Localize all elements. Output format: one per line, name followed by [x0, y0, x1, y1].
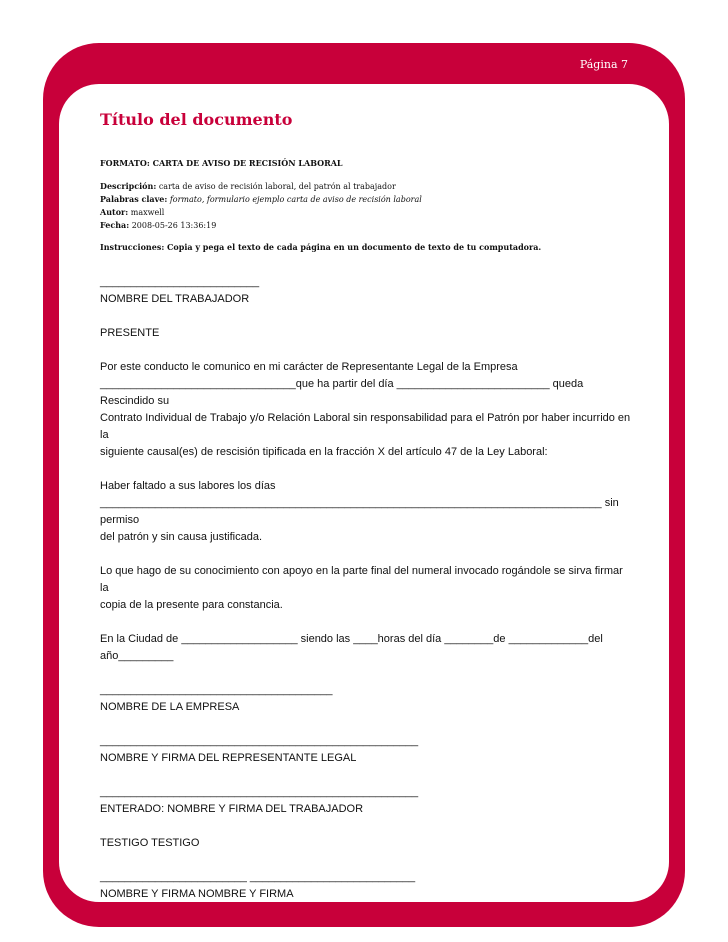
place-date-paragraph: En la Ciudad de ___________________ siendo las ____horas del día ________de _____________del año_________: [100, 633, 603, 662]
instructions: Instrucciones: Copia y pega el texto de cada página en un documento de texto de tu computadora.: [100, 242, 542, 252]
palabras-line: [100, 193, 632, 206]
descripcion-value: carta de aviso de recisión laboral, del patrón al trabajador: [158, 182, 396, 191]
letter-body: [100, 274, 632, 903]
autor-value: maxwell: [130, 208, 165, 217]
witness-heading: TESTIGO TESTIGO: [100, 837, 200, 849]
descripcion-line: [100, 180, 632, 193]
autor-label: Autor:: [100, 207, 129, 217]
fecha-label: Fecha:: [100, 220, 130, 230]
page-number: Página 7: [579, 58, 628, 71]
witness-signatures: ________________________ ___________________________ NOMBRE Y FIRMA NOMBRE Y FIRMA: [100, 871, 416, 900]
document-title: Título del documento: [100, 110, 293, 129]
absence-paragraph: Haber faltado a sus labores los días __________________________________________________________________________________ sin permiso del patrón y sin causa justificada.: [100, 480, 619, 543]
fecha-value: 2008-05-26 13:36:19: [131, 221, 217, 230]
document-content: [100, 110, 632, 920]
palabras-label: Palabras clave:: [100, 194, 168, 204]
fecha-line: [100, 219, 632, 232]
rescission-paragraph: Por este conducto le comunico en mi carácter de Representante Legal de la Empresa ________________________________que ha partir del día _________________________ queda Rescindido su Contrato Individual de Trabajo y/o Relación Laboral sin responsabilidad para el Patrón por haber incurrido en la siguiente causal(es) de rescisión tipificada en la fracción X del artículo 47 de la Ley Laboral:: [100, 361, 631, 458]
worker-name-block: __________________________ NOMBRE DEL TRABAJADOR: [100, 276, 260, 305]
legal-rep-signature: ____________________________________________________ NOMBRE Y FIRMA DEL REPRESENTANTE LEGAL: [100, 735, 419, 764]
worker-signature: ____________________________________________________ ENTERADO: NOMBRE Y FIRMA DEL TRABAJADOR: [100, 786, 419, 815]
descripcion-label: Descripción:: [100, 181, 157, 191]
document-meta: [100, 157, 632, 254]
acknowledgement-paragraph: Lo que hago de su conocimiento con apoyo en la parte final del numeral invocado rogándole se sirva firmar la copia de la presente para constancia.: [100, 565, 623, 611]
formato-heading: FORMATO: CARTA DE AVISO DE RECISIÓN LABORAL: [100, 158, 343, 168]
palabras-value: formato, formulario ejemplo carta de aviso de recisión laboral: [169, 195, 422, 204]
presente-line: PRESENTE: [100, 327, 160, 339]
autor-line: [100, 206, 632, 219]
company-signature: ______________________________________ NOMBRE DE LA EMPRESA: [100, 684, 333, 713]
